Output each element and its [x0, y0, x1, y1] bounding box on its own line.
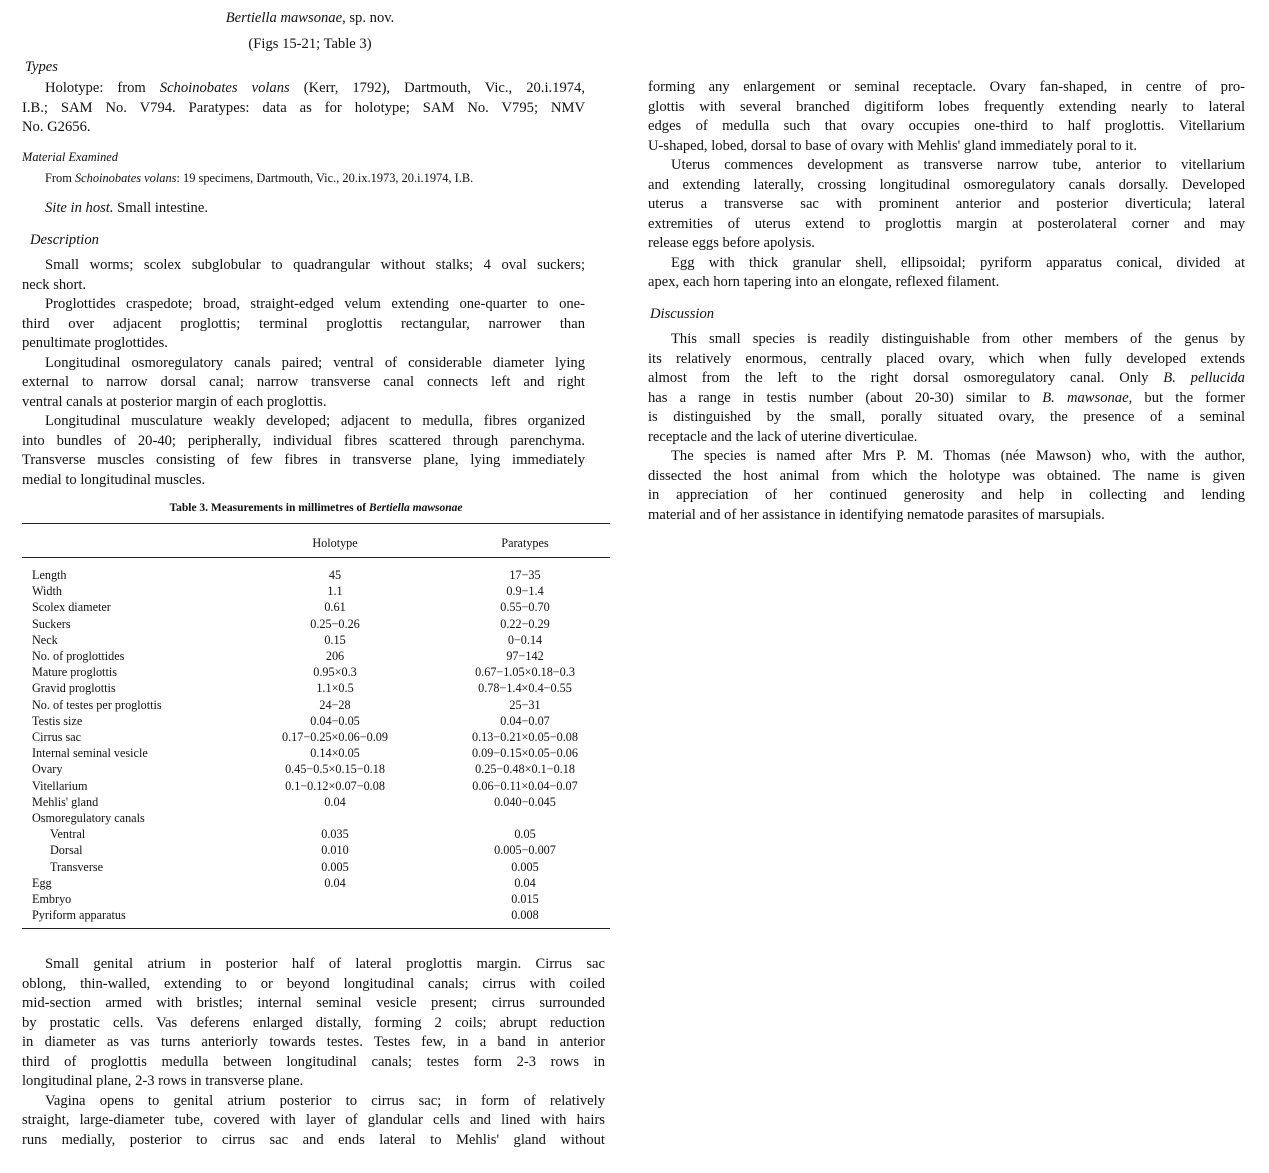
row-label: Osmoregulatory canals: [32, 811, 145, 826]
section-heading-types: Types: [25, 59, 58, 75]
paratypes-value: 0.008: [511, 908, 539, 923]
taxon-name: Schoinobates volans: [159, 80, 290, 96]
row-label: Mehlis' gland: [32, 794, 99, 809]
table-row: [22, 810, 610, 826]
table-row: [22, 842, 610, 858]
text-line: apex, each horn tapering into an elongate, reflexed filament.: [648, 274, 1000, 290]
text-line: oblong, thin-walled, extending to or beyond longitudinal canals; cirrus with coiled: [22, 975, 605, 992]
text-line: release eggs before apolysis.: [648, 235, 815, 251]
table-row: [22, 632, 610, 648]
holotype-value: 1.1×0.5: [316, 681, 354, 696]
holotype-value: 0.1−0.12×0.07−0.08: [285, 778, 385, 793]
holotype-value: 45: [328, 568, 342, 582]
text-line: dissected the host animal from which the holotype was obtained. The name is given: [648, 467, 1245, 484]
section-heading-description: Description: [30, 232, 99, 248]
text-line: edges of medulla such that ovary occupies one-third to half proglottis. Vitellarium: [648, 118, 1245, 134]
text-line: The species is named after Mrs P. M. Thomas (née Mawson) who, with the author,: [671, 448, 1245, 464]
row-label: Internal seminal vesicle: [32, 746, 148, 761]
text-line: No. G2656.: [22, 119, 91, 135]
text-line: Transverse muscles consisting of few fibres in transverse plane, lying immediately: [22, 452, 585, 468]
table-row: [22, 859, 610, 875]
site-label: Site in host.: [45, 200, 114, 216]
table-row: [22, 826, 610, 842]
table-header: [22, 535, 610, 551]
discussion-text: [648, 330, 1245, 525]
figure-reference: (Figs 15-21; Table 3): [248, 36, 372, 52]
right-column-text: [648, 78, 1245, 293]
text-segment: almost from the left to the right dorsal osmoregulatory canal. Only: [648, 370, 1164, 386]
text-line: longitudinal plane, 2-3 rows in transverse plane.: [22, 1073, 304, 1089]
holotype-value: 24−28: [319, 697, 351, 712]
text-line: [648, 369, 1245, 389]
row-label: Width: [32, 584, 62, 599]
table-row: [22, 648, 610, 664]
text-line: U-shaped, lobed, dorsal to base of ovary with Mehlis' gland immediately poral to it.: [648, 137, 1137, 154]
section-heading-material: Material Examined: [22, 150, 119, 164]
paratypes-value: 0.06−0.11×0.04−0.07: [472, 778, 578, 793]
text-line: Vagina opens to genital atrium posterior to cirrus sac; in form of relatively: [45, 1092, 605, 1109]
paratypes-value: 0.9−1.4: [506, 584, 544, 599]
table-row: [22, 907, 610, 923]
holotype-value: 0.14×0.05: [310, 746, 360, 761]
table-row: [22, 794, 610, 810]
table-top-rule: [22, 523, 610, 524]
text-line: Longitudinal musculature weakly developed; adjacent to medulla, fibres organized: [45, 413, 585, 429]
text-segment: From: [45, 171, 75, 185]
paratypes-value: 25−31: [509, 697, 541, 712]
holotype-value: 1.1: [327, 584, 343, 599]
text-line: [648, 389, 1245, 409]
taxon-name: B. mawsonae: [1042, 389, 1129, 406]
paratypes-value: 0.04: [514, 875, 536, 890]
holotype-value: 0.25−0.26: [310, 616, 360, 631]
table-caption-prefix: Table 3. Measurements in millimetres of: [169, 502, 369, 514]
holotype-value: [260, 891, 410, 907]
text-line: material and of her assistance in identifying nematode parasites of marsupials.: [648, 506, 1105, 523]
text-segment: has a range in testis number (about 20-30) similar to: [648, 389, 1043, 406]
species-suffix: , sp. nov.: [342, 10, 395, 26]
text-line: external to narrow dorsal canal; narrow transverse canal connects left and right: [22, 374, 585, 390]
text-line: I.B.; SAM No. V794. Paratypes: data as for holotype; SAM No. V795; NMV: [22, 99, 585, 116]
row-label: Transverse: [50, 859, 104, 874]
text-line: Uterus commences development as transverse narrow tube, anterior to vitellarium: [671, 157, 1245, 173]
paratypes-value: 17−35: [509, 568, 541, 582]
holotype-value: 0.95×0.3: [313, 665, 357, 680]
text-line: runs medially, posterior to cirrus sac and ends lateral to Mehlis' gland without: [22, 1131, 605, 1148]
table-row: [22, 778, 610, 794]
text-line: forming any enlargement or seminal receptacle. Ovary fan-shaped, in centre of pro-: [648, 79, 1245, 95]
row-label: Gravid proglottis: [32, 681, 116, 696]
text-line: its relatively enormous, centrally placed ovary, which when fully developed extends: [648, 350, 1245, 367]
holotype-value: [260, 907, 410, 923]
text-line: penultimate proglottides.: [22, 335, 168, 351]
row-label: No. of proglottides: [32, 649, 125, 664]
row-label: Embryo: [32, 892, 72, 907]
column-header-label: [22, 535, 260, 551]
text-line: uterus a transverse sac with prominent anterior and posterior diverticula; lateral: [648, 196, 1245, 212]
text-line: mid-section armed with bristles; internal seminal vesicle present; cirrus surrounded: [22, 995, 605, 1011]
paratypes-value: 0.09−0.15×0.05−0.06: [472, 746, 578, 761]
holotype-value: 0.04−0.05: [310, 713, 360, 728]
text-line: receptacle and the lack of uterine diverticulae.: [648, 428, 918, 445]
text-line: third over adjacent proglottis; terminal proglottis rectangular, narrower than: [22, 315, 585, 332]
row-label: Mature proglottis: [32, 665, 117, 680]
paratypes-value: 0.55−0.70: [500, 600, 550, 615]
table-row: [22, 583, 610, 599]
measurements-table: [22, 567, 610, 923]
text-line: and extending laterally, crossing longitudinal osmoregulatory canals dorsally. Developed: [648, 176, 1245, 193]
holotype-value: 206: [325, 649, 345, 664]
table-row: [22, 567, 610, 583]
table-header-rule: [22, 557, 610, 558]
paratypes-value: 0−0.14: [507, 632, 543, 647]
row-label: Scolex diameter: [32, 600, 111, 615]
text-line: This small species is readily distinguishable from other members of the genus by: [671, 331, 1245, 347]
text-line: in diameter as vas turns anteriorly towards testes. Testes few, in a band in anterior: [22, 1034, 605, 1050]
text-line: in appreciation of her continued generosity and help in collecting and lending: [648, 487, 1245, 503]
column-header-paratypes: Paratypes: [501, 536, 549, 550]
text-line: Proglottides craspedote; broad, straight-edged velum extending one-quarter to one-: [45, 296, 585, 312]
text-segment: (Kerr, 1792), Dartmouth, Vic., 20.i.1974,: [289, 80, 585, 96]
holotype-value: 0.005: [321, 859, 349, 874]
paratypes-value: 0.13−0.21×0.05−0.08: [472, 730, 578, 745]
text-line: straight, large-diameter tube, covered with layer of glandular cells and lined with hairs: [22, 1112, 605, 1128]
species-name: Bertiella mawsonae: [225, 10, 343, 26]
text-line: neck short.: [22, 276, 87, 293]
holotype-value: 0.45−0.5×0.15−0.18: [285, 762, 385, 777]
row-label: Suckers: [32, 616, 71, 631]
holotype-value: 0.04: [324, 875, 346, 890]
table-row: [22, 891, 610, 907]
paratypes-value: 0.015: [511, 892, 539, 907]
text-line: is distinguished by the small, porally situated ovary, the presence of a seminal: [648, 409, 1245, 425]
site-value: Small intestine.: [113, 200, 208, 216]
holotype-value: 0.04: [324, 794, 346, 809]
table-row: [22, 745, 610, 761]
paratypes-value: 0.78−1.4×0.4−0.55: [478, 681, 572, 696]
text-line: into bundles of 20-40; peripherally, individual fibres scattered through parenchyma.: [22, 432, 585, 449]
text-segment: : 19 specimens, Dartmouth, Vic., 20.ix.1973, 20.i.1974, I.B.: [176, 171, 474, 185]
text-segment: Holotype: from: [45, 80, 160, 96]
row-label: Egg: [32, 875, 52, 890]
paratypes-value: 97−142: [506, 649, 544, 664]
text-line: medial to longitudinal muscles.: [22, 471, 206, 488]
paratypes-value: [410, 810, 610, 826]
site-in-host: [45, 198, 208, 218]
genitalia-text: [22, 955, 605, 1150]
taxon-name: Schoinobates volans: [74, 171, 177, 185]
paratypes-value: 0.04−0.07: [500, 713, 550, 728]
column-header-holotype: Holotype: [312, 536, 358, 550]
table-row: [22, 761, 610, 777]
types-text: [22, 79, 585, 138]
table-caption-species: Bertiella mawsonae: [368, 502, 463, 514]
holotype-value: 0.17−0.25×0.06−0.09: [282, 730, 388, 745]
text-segment: , but the former: [1128, 389, 1245, 406]
text-line: Small worms; scolex subglobular to quadrangular without stalks; 4 oval suckers;: [45, 257, 585, 273]
taxon-name: B. pellucida: [1163, 370, 1245, 386]
row-label: Pyriform apparatus: [32, 908, 126, 923]
species-title: [0, 8, 620, 28]
table-row: [22, 875, 610, 891]
paratypes-value: 0.005−0.007: [494, 843, 556, 858]
text-line: ventral canals at posterior margin of each proglottis.: [22, 393, 327, 410]
row-label: Dorsal: [50, 843, 83, 858]
holotype-value: 0.61: [324, 600, 346, 615]
table-row: [22, 680, 610, 696]
paratypes-value: 0.22−0.29: [500, 616, 550, 631]
table-row: [22, 599, 610, 615]
table-row: [22, 729, 610, 745]
row-label: Ventral: [50, 827, 86, 842]
paratypes-value: 0.040−0.045: [494, 794, 556, 809]
row-label: Vitellarium: [32, 778, 88, 793]
row-label: Neck: [32, 632, 58, 647]
row-label: No. of testes per proglottis: [32, 697, 162, 712]
text-line: extremities of uterus extend to proglottis margin at posterolateral corner and may: [648, 215, 1245, 232]
material-text: [45, 171, 473, 186]
table-row: [22, 713, 610, 729]
paratypes-value: 0.67−1.05×0.18−0.3: [475, 665, 575, 680]
holotype-value: 0.010: [321, 843, 349, 858]
holotype-value: [260, 810, 410, 826]
text-line: Small genital atrium in posterior half of lateral proglottis margin. Cirrus sac: [45, 956, 605, 972]
text-line: Egg with thick granular shell, ellipsoidal; pyriform apparatus conical, divided at: [671, 254, 1245, 271]
row-label: Ovary: [32, 762, 63, 777]
text-line: [45, 171, 473, 186]
row-label: Length: [32, 568, 67, 582]
description-text: [22, 256, 585, 490]
holotype-value: 0.035: [321, 827, 349, 842]
table-caption: [22, 502, 610, 514]
row-label: Cirrus sac: [32, 730, 82, 745]
text-line: Longitudinal osmoregulatory canals paired; ventral of considerable diameter lying: [45, 354, 585, 371]
paratypes-value: 0.25−0.48×0.1−0.18: [475, 762, 575, 777]
table-row: [22, 664, 610, 680]
holotype-value: 0.15: [324, 632, 346, 647]
text-line: by prostatic cells. Vas deferens enlarged distally, forming 2 coils; abrupt reduction: [22, 1014, 605, 1031]
text-line: third of proglottis medulla between longitudinal canals; testes form 2-3 rows in: [22, 1053, 605, 1070]
text-line: glottis with several branched digitiform lobes frequently extending nearly to lateral: [648, 98, 1245, 115]
table-row: [22, 697, 610, 713]
section-heading-discussion: Discussion: [650, 306, 715, 322]
row-label: Testis size: [32, 713, 83, 728]
table-row: [22, 616, 610, 632]
paratypes-value: 0.005: [511, 859, 539, 874]
text-line: [22, 79, 585, 99]
table-bottom-rule: [22, 928, 610, 929]
paratypes-value: 0.05: [514, 827, 536, 842]
